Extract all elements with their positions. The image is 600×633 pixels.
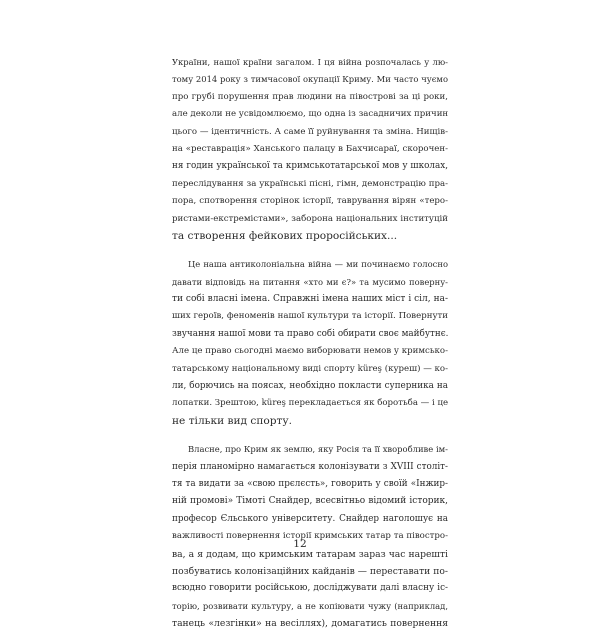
text-line: але деколи не усвідомлюємо, що одна із засадничих причин bbox=[172, 109, 449, 120]
text-line: та створення фейкових проросійських... bbox=[172, 229, 398, 242]
text-line: перія планомірно намагається колонізувати з XVIII століт- bbox=[172, 461, 448, 472]
paragraph-gap bbox=[172, 245, 448, 256]
text-line: торію, розвивати культуру, а не копіювати чужу (наприклад, bbox=[172, 600, 448, 611]
text-line: Але це право сьогодні маємо виборювати немов у кримсько- bbox=[172, 346, 448, 357]
paragraph-gap bbox=[172, 430, 448, 441]
text-line: ній промові» Тімоті Снайдер, всесвітньо відомий історик, bbox=[172, 496, 448, 507]
paragraph-2 bbox=[172, 256, 448, 430]
text-line: ших героїв, феноменів нашої культури та історії. Повернути bbox=[172, 311, 448, 322]
text-line: тому 2014 року з тимчасової окупації Криму. Ми часто чуємо bbox=[172, 74, 448, 85]
text-line: лопатки. Зрештою, küreş перекладається як боротьба — і це bbox=[172, 398, 449, 409]
text-line: не тільки вид спорту. bbox=[172, 414, 293, 427]
text-line: професор Єльського університету. Снайдер наголошує на bbox=[172, 513, 448, 524]
text-line: важливості повернення історії кримських татар та півостро- bbox=[172, 531, 448, 542]
text-line: ти собі власні імена. Справжні імена наших міст і сіл, на- bbox=[172, 294, 448, 305]
text-line: про грубі порушення прав людини на півострові за ці роки, bbox=[172, 91, 448, 102]
text-line: ва, а я додам, що кримським татарам зараз час нарешті bbox=[172, 548, 448, 560]
text-line: давати відповідь на питання «хто ми є?» та мусимо поверну- bbox=[172, 276, 448, 287]
text-line: ристами-екстремістами», заборона національних інституцій bbox=[172, 213, 448, 224]
text-line: пора, спотворення сторінок історії, таврування вірян «теро- bbox=[172, 196, 448, 207]
text-line: татарському національному виді спорту küreş (куреш) — ко- bbox=[172, 363, 448, 374]
text-line: ня годин української та кримськотатарської мов у школах, bbox=[172, 161, 448, 172]
paragraph-1 bbox=[172, 54, 448, 245]
text-line: всюдно говорити російською, досліджувати далі власну іс- bbox=[172, 583, 448, 594]
text-line: звучання нашої мови та право собі обирати своє майбутнє. bbox=[172, 328, 449, 339]
text-line: тя та видати за «свою прєлєсть», говорить у своїй «Інжир- bbox=[172, 478, 448, 489]
text-line: Власне, про Крим як землю, яку Росія та її хворобливе ім- bbox=[188, 444, 448, 455]
text-line: цього — ідентичність. А саме її руйнування та зміна. Нищів- bbox=[172, 126, 448, 137]
text-line: позбуватись колонізаційних кайданів — переставати по- bbox=[172, 565, 448, 577]
page-number: 12 bbox=[293, 538, 307, 550]
text-line: переслідування за українські пісні, гімн, демонстрацію пра- bbox=[172, 178, 448, 189]
text-line: на «реставрація» Ханського палацу в Бахчисараї, скорочен- bbox=[172, 143, 448, 154]
text-line: України, нашої країни загалом. І ця війна розпочалась у лю- bbox=[172, 57, 448, 67]
text-line: Це наша антиколоніальна війна — ми починаємо голосно bbox=[188, 259, 448, 270]
text-line: танець «лезгінки» на весіллях), домагатись повернення bbox=[172, 618, 448, 630]
paragraph-3 bbox=[172, 441, 448, 632]
text-line: ли, борючись на поясах, необхідно покласти суперника на bbox=[172, 381, 448, 392]
